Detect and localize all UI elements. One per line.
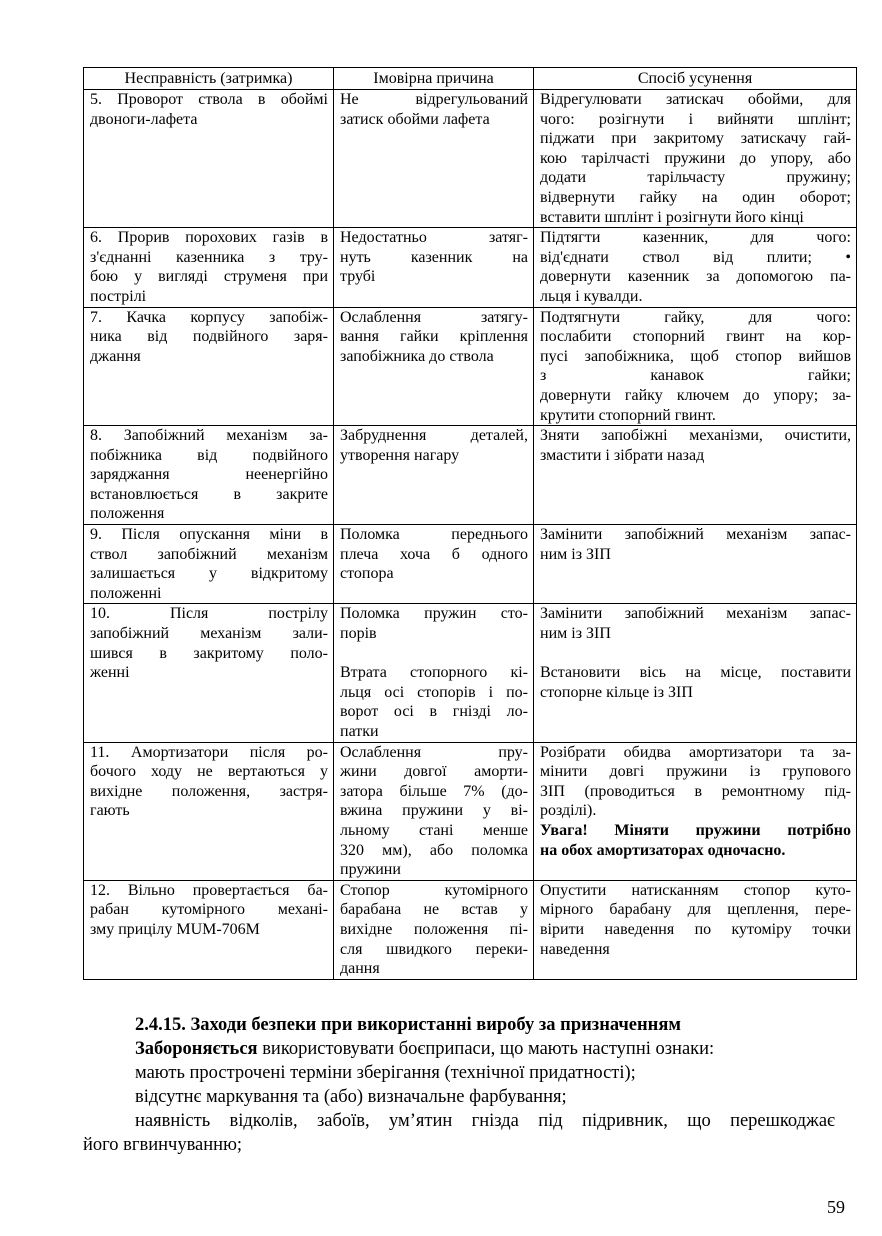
warning-line: Увага! Міняти пружини потрібно [540, 821, 851, 839]
cell-line: дання [340, 960, 380, 978]
cell-line: 5. Проворот ствола в обоймі [90, 91, 328, 108]
cause-cell [334, 742, 534, 880]
cell-line: затиск обойми лафета [340, 110, 490, 128]
cell-line: Розібрати обидва амортизатори та за- [540, 743, 851, 761]
cell-line: патки [340, 723, 379, 740]
cell-line: Відрегулювати затискач обойми, для [540, 91, 851, 108]
cell-line: Замінити запобіжний механізм запас- [540, 605, 851, 623]
fault-cell [84, 426, 334, 525]
cell-line: додати тарільчасту пружину; [540, 169, 851, 187]
cell-line: Встановити вісь на місце, поставити [540, 664, 851, 682]
table-row [84, 742, 857, 880]
cause-cell [334, 90, 534, 228]
remedy-cell [534, 742, 857, 880]
cell-line: рабан кутомірного механі- [90, 901, 328, 919]
cause-cell [334, 880, 534, 979]
cell-line: довернути казенник за допомогою па- [540, 268, 851, 286]
cell-line: стопора [340, 565, 394, 583]
cell-line: 12. Вільно провертається ба- [90, 881, 328, 899]
cell-line: розділі). [540, 802, 597, 820]
cell-line: чого: розігнути і вийняти шплінт; [540, 110, 851, 128]
item-expired: мають прострочені терміни зберігання (технічної придатності); [135, 1063, 636, 1083]
cell-line: порів [340, 625, 377, 643]
cell-line: від'єднати ствол від плити; • [540, 248, 851, 266]
cell-line: заряджання неенергійно [90, 466, 328, 484]
remedy-cell [534, 426, 857, 525]
remedy-cell [534, 90, 857, 228]
cell-line: шився в закритому поло- [90, 644, 328, 662]
fault-cell [84, 525, 334, 604]
cell-line: женні [90, 664, 130, 682]
cell-line [340, 644, 528, 664]
cell-line: ним із ЗІП [540, 545, 611, 563]
cell-line: Не відрегульований [340, 91, 528, 108]
cell-line: жини довгої аморти- [340, 763, 528, 781]
table-row [84, 426, 857, 525]
cell-line: пружини [340, 861, 401, 879]
remedy-cell [534, 880, 857, 979]
cell-line: льця і кувалди. [540, 287, 643, 305]
cell-line: запобіжника до ствола [340, 347, 494, 365]
cell-line: джання [90, 347, 141, 365]
table-row [84, 228, 857, 307]
fault-cell [84, 742, 334, 880]
cell-line: ника від подвійного заря- [90, 328, 328, 346]
remedy-cell [534, 228, 857, 307]
item-no-marking: відсутнє маркування та (або) визначальне фарбування; [135, 1087, 567, 1107]
remedy-cell [534, 307, 857, 426]
fault-cell [84, 307, 334, 426]
cell-line: сля швидкого переки- [340, 940, 528, 958]
cell-line: льному стані менше [340, 821, 528, 839]
item-damage-line2: його вгвинчуванню; [83, 1135, 243, 1155]
prohibited-line [83, 1038, 835, 1062]
cell-line: зму прицілу MUM-706M [90, 920, 260, 938]
cell-line: вірити наведення по кутоміру точки [540, 920, 851, 938]
table-row [84, 604, 857, 742]
cell-line: пусі запобіжника, щоб стопор вийшов [540, 347, 851, 365]
cell-line: ЗІП (проводиться в ремонтному під- [540, 782, 851, 800]
cell-line: бою у вигляді струменя при [90, 268, 328, 286]
cause-cell [334, 307, 534, 426]
cell-line: Ослаблення пру- [340, 743, 528, 761]
cell-line: бочого ходу не вертаються у [90, 763, 328, 781]
cell-line: 6. Прорив порохових газів в [90, 229, 328, 247]
table-row [84, 307, 857, 426]
prohibited-label: Забороняється [135, 1039, 258, 1059]
cell-line: гають [90, 802, 130, 820]
prohibited-text: використовувати боєприпаси, що мають наступні ознаки: [257, 1039, 715, 1059]
cell-line: вання гайки кріплення [340, 328, 528, 346]
cell-line: з'єднанні казенника з тру- [90, 248, 328, 266]
page-number: 59 [827, 1197, 845, 1217]
cell-line: Поломка переднього [340, 526, 528, 544]
cell-line: наведення [540, 940, 610, 958]
cell-line: мірного барабану для щеплення, пере- [540, 901, 851, 919]
cell-line: мінити довгі пружини із групового [540, 763, 851, 781]
cell-line: льця осі стопорів і по- [340, 683, 528, 701]
cell-line: Зняти запобіжні механізми, очистити, [540, 427, 851, 445]
cell-line: вихідне положення, застря- [90, 782, 328, 800]
cell-line: плеча хоча б одного [340, 545, 528, 563]
cell-line: з канавок гайки; [540, 367, 851, 385]
fault-cell [84, 880, 334, 979]
cell-line: вставити шплінт і розігнути його кінці [540, 208, 804, 226]
cell-line: 11. Амортизатори після ро- [90, 743, 328, 761]
table-header-row [84, 68, 857, 90]
cell-line: затора більше 7% (до- [340, 782, 528, 800]
fault-cell [84, 604, 334, 742]
cell-line: піджати при закритому затискачу гай- [540, 130, 851, 148]
cell-line: положенні [90, 584, 162, 602]
cause-cell [334, 525, 534, 604]
cell-line: Опустити натисканням стопор куто- [540, 881, 851, 899]
header-remedy: Спосіб усунення [534, 68, 857, 90]
cell-line: побіжника від подвійного [90, 446, 328, 464]
cell-line: послабити стопорний гвинт на кор- [540, 328, 851, 346]
cell-line: Підтягти казенник, для чого: [540, 229, 851, 247]
cell-line: Подтягнути гайку, для чого: [540, 308, 851, 326]
cell-line: 9. Після опускання міни в [90, 526, 328, 544]
cell-line: Втрата стопорного кі- [340, 664, 528, 682]
table-row [84, 90, 857, 228]
cell-line: залишається у відкритому [90, 565, 328, 583]
cell-line: 7. Качка корпусу запобіж- [90, 308, 328, 326]
fault-cell [84, 90, 334, 228]
cell-line: нуть казенник на [340, 248, 528, 266]
cell-line: 8. Запобіжний механізм за- [90, 427, 328, 445]
cell-line: двоноги-лафета [90, 110, 198, 128]
cell-line: Стопор кутомірного [340, 881, 528, 899]
cell-line [540, 644, 851, 664]
cell-line: Ослаблення затягу- [340, 308, 528, 326]
cell-line: довернути гайку ключем до упору; за- [540, 386, 851, 404]
cell-line: ворот осі в гнізді ло- [340, 703, 528, 721]
remedy-cell [534, 604, 857, 742]
cell-line: відвернути гайку на один оборот; [540, 188, 851, 206]
cell-line: Поломка пружин сто- [340, 605, 528, 623]
cell-line: Недостатньо затяг- [340, 229, 528, 247]
cell-line: 320 мм), або поломка [340, 841, 528, 859]
cell-line: стопорне кільце із ЗІП [540, 683, 693, 701]
remedy-cell [534, 525, 857, 604]
faults-table [83, 67, 857, 980]
cell-line: вихідне положення пі- [340, 920, 528, 938]
header-cause: Імовірна причина [334, 68, 534, 90]
section-heading: 2.4.15. Заходи безпеки при використанні виробу за призначенням [135, 1015, 681, 1035]
table-row [84, 880, 857, 979]
cell-line: вжина пружини у ві- [340, 802, 528, 820]
cell-line: утворення нагару [340, 446, 460, 464]
cause-cell [334, 604, 534, 742]
cell-line: Забруднення деталей, [340, 427, 528, 445]
cause-cell [334, 228, 534, 307]
cell-line: 10. Після пострілу [90, 605, 328, 623]
cell-line: кою тарілчасті пружини до упору, або [540, 149, 851, 167]
cell-line: барабана не встав у [340, 901, 528, 919]
cell-line: трубі [340, 268, 376, 286]
cell-line: пострілі [90, 287, 147, 305]
cell-line: крутити стопорний гвинт. [540, 406, 716, 424]
cell-line: ствол запобіжний механізм [90, 545, 328, 563]
cell-line: запобіжний механізм зали- [90, 625, 328, 643]
cause-cell [334, 426, 534, 525]
cell-line: Замінити запобіжний механізм запас- [540, 526, 851, 544]
cell-line: положення [90, 505, 165, 523]
section-heading-line [83, 1014, 835, 1038]
cell-line: ним із ЗІП [540, 625, 611, 643]
cell-line: встановлюється в закрите [90, 485, 328, 503]
cell-line: змастити і зібрати назад [540, 446, 705, 464]
warning-line: на обох амортизаторах одночасно. [540, 841, 786, 859]
table-row [84, 525, 857, 604]
header-fault: Несправність (затримка) [84, 68, 334, 90]
fault-cell [84, 228, 334, 307]
item-damage-line1: наявність відколів, забоїв, ум’ятин гнізда під підривник, що перешкоджає [135, 1111, 835, 1131]
